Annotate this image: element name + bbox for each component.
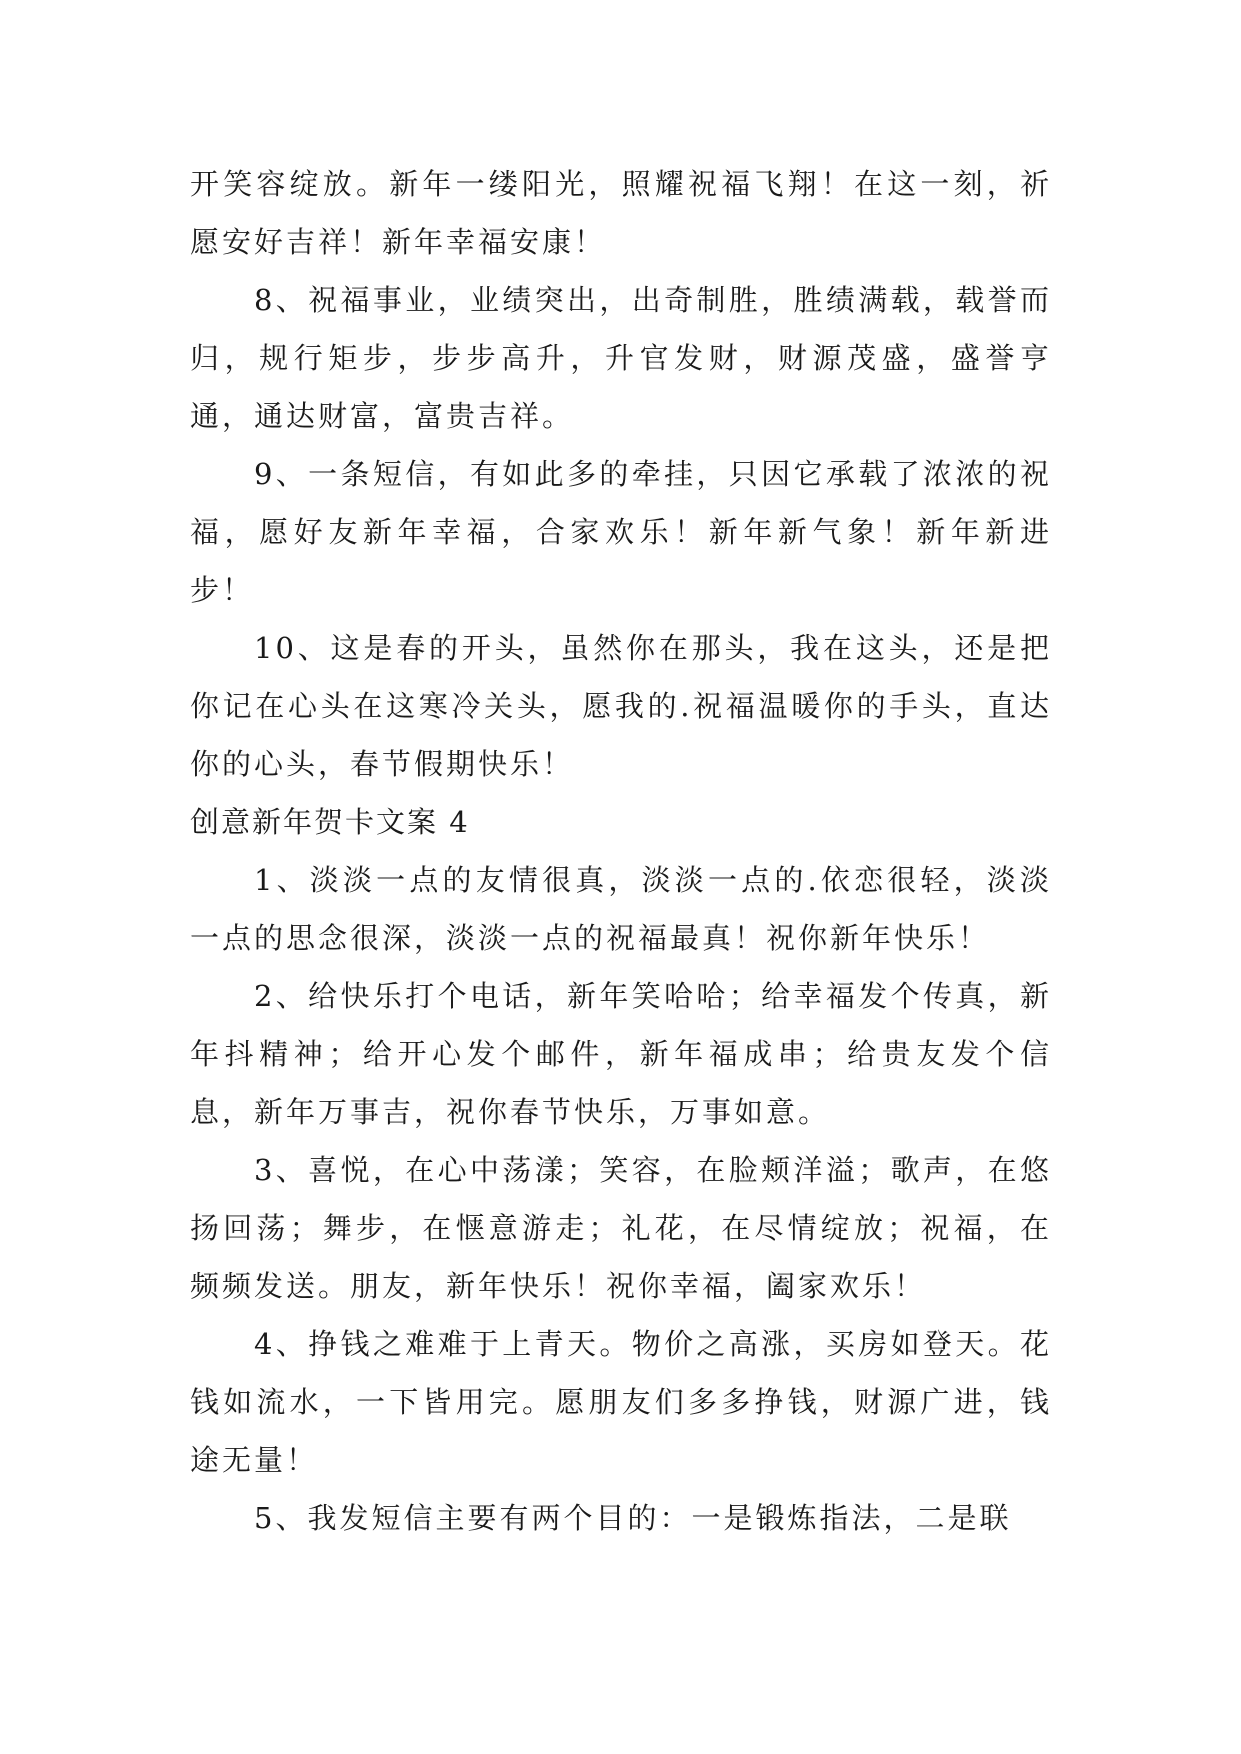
paragraph-item-10: 10、这是春的开头，虽然你在那头，我在这头，还是把你记在心头在这寒冷关头，愿我的.祝福温暖你的手头，直达你的心头，春节假期快乐！	[190, 631, 1052, 781]
paragraph-item-8: 8、祝福事业，业绩突出，出奇制胜，胜绩满载，载誉而归，规行矩步，步步高升，升官发财，财源茂盛，盛誉亨通，通达财富，富贵吉祥。	[190, 283, 1052, 433]
document-body	[190, 155, 1052, 1547]
paragraph-item-4: 4、挣钱之难难于上青天。物价之高涨，买房如登天。花钱如流水，一下皆用完。愿朋友们多多挣钱，财源广进，钱途无量！	[190, 1327, 1052, 1477]
paragraph-item-5: 5、我发短信主要有两个目的：一是锻炼指法，二是联	[254, 1501, 1012, 1535]
paragraph-item-9: 9、一条短信，有如此多的牵挂，只因它承载了浓浓的祝福，愿好友新年幸福，合家欢乐！新年新气象！新年新进步！	[190, 457, 1052, 607]
paragraph: 开笑容绽放。新年一缕阳光，照耀祝福飞翔！在这一刻，祈愿安好吉祥！新年幸福安康！	[190, 167, 1052, 259]
paragraph-item-2: 2、给快乐打个电话，新年笑哈哈；给幸福发个传真，新年抖精神；给开心发个邮件，新年福成串；给贵友发个信息，新年万事吉，祝你春节快乐，万事如意。	[190, 979, 1052, 1129]
section-heading: 创意新年贺卡文案 4	[190, 805, 470, 839]
paragraph-item-3: 3、喜悦，在心中荡漾；笑容，在脸颊洋溢；歌声，在悠扬回荡；舞步，在惬意游走；礼花，在尽情绽放；祝福，在频频发送。朋友，新年快乐！祝你幸福，阖家欢乐！	[190, 1153, 1052, 1303]
paragraph-item-1: 1、淡淡一点的友情很真，淡淡一点的.依恋很轻，淡淡一点的思念很深，淡淡一点的祝福最真！祝你新年快乐！	[190, 863, 1052, 955]
